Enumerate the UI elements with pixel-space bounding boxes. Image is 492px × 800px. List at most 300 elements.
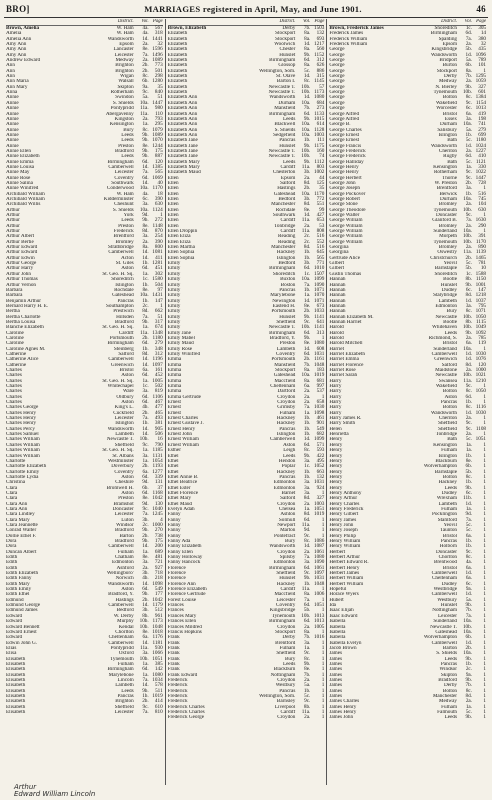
- entry-district: Leicester: [114, 416, 134, 422]
- entry-name: George Halliday: [329, 159, 364, 165]
- entry-page: 131: [154, 479, 163, 486]
- entry-district: Bromley: [115, 239, 134, 245]
- entry-page: 1: [321, 334, 325, 341]
- entry-district: Tynemouth: [110, 656, 134, 662]
- entry-district: W. Ham: [116, 191, 134, 197]
- entry-page: 317: [154, 318, 163, 325]
- entry-name: Duncan Albert: [6, 549, 37, 555]
- entry-district: Mansfield: [274, 106, 296, 112]
- entry-name: Florence: [167, 565, 186, 571]
- entry-name: Georgina: [329, 250, 349, 256]
- entry-volume: 10a.: [139, 185, 149, 192]
- entry-page: 1051: [313, 602, 325, 609]
- entry-name: Arthur: [6, 223, 20, 229]
- entry-district: Maccfield: [274, 378, 296, 384]
- entry-page: 1139: [475, 249, 487, 256]
- entry-name: Harry: [329, 378, 342, 384]
- entry-volume: 8d.: [142, 228, 149, 235]
- entry-district: Lincoln: [117, 677, 134, 683]
- entry-name: Frank: [167, 667, 180, 673]
- entry-name: Ethel Mary: [167, 496, 192, 502]
- entry-page: 1: [483, 618, 487, 625]
- page-title: MARRIAGES registered in April, May, and June 1901.: [144, 4, 362, 14]
- entry-volume: 11a.: [301, 163, 311, 170]
- entry-name: Clara Lindley: [6, 512, 35, 518]
- entry-name: Elisabeth: [6, 656, 26, 662]
- entry-volume: 2a.: [465, 367, 473, 373]
- entry-page: 1080: [313, 340, 325, 347]
- entry-volume: 2b.: [142, 463, 149, 470]
- entry-volume: 8a.: [142, 244, 149, 251]
- entry-district: Christchurch: [430, 255, 458, 261]
- entry-volume: 9b.: [142, 131, 149, 138]
- entry-name: Emily: [167, 277, 181, 283]
- column-header-vol: Vol.: [303, 19, 311, 24]
- entry-page: 1098: [152, 580, 163, 587]
- entry-district: Leicester: [114, 52, 134, 58]
- entry-district: Fulham: [117, 549, 134, 555]
- entry-name: Emily: [167, 325, 181, 331]
- entry-district: Tynemouth: [271, 613, 296, 619]
- entry-volume: 6a.: [465, 575, 473, 582]
- entry-page: 1: [321, 714, 325, 721]
- entry-volume: 11a.: [301, 217, 311, 224]
- entry-district: Walsall: [118, 79, 134, 85]
- entry-volume: 9b.: [303, 313, 311, 320]
- entry-name: Elizabeth: [167, 74, 188, 80]
- entry-district: Barton: [442, 645, 458, 651]
- entry-page: 1: [483, 703, 487, 710]
- entry-volume: 10a.: [301, 121, 311, 128]
- entry-page: 1048: [313, 580, 325, 587]
- entry-page: 1: [321, 516, 325, 523]
- entry-name: Frederick William: [329, 36, 368, 42]
- entry-page: 1092: [475, 329, 487, 336]
- entry-district: Blackwell: [274, 122, 296, 128]
- entry-name: Annie Salina: [6, 180, 33, 186]
- entry-district: Croydon: [277, 549, 296, 555]
- entry-volume: 2b.: [142, 532, 149, 539]
- entry-volume: 3a.: [142, 201, 149, 208]
- entry-district: Brentford: [436, 186, 458, 192]
- entry-name: Archibald William: [6, 197, 45, 202]
- entry-volume: 9d.: [465, 511, 473, 518]
- entry-name: Charles Samuel: [6, 432, 39, 438]
- entry-district: Bromley: [438, 223, 458, 229]
- entry-volume: 1d.: [142, 543, 149, 550]
- entry-page: 1: [483, 532, 487, 539]
- entry-district: Bolton: [442, 95, 458, 101]
- entry-name: George Joseph: [329, 186, 360, 192]
- entry-district: Nottingham: [270, 672, 296, 678]
- entry-district: Bramshot: [113, 501, 134, 507]
- entry-volume: 1d.: [465, 409, 473, 416]
- entry-district: Newcastle T.: [268, 84, 296, 90]
- entry-page: 1080: [313, 554, 325, 561]
- entry-volume: 6d.: [142, 340, 149, 347]
- register-columns: [4, 19, 488, 785]
- entry-district: Swansea: [438, 378, 458, 384]
- entry-page: 1010: [313, 265, 325, 272]
- entry-volume: 8c.: [465, 308, 473, 315]
- entry-volume: 1d.: [465, 570, 473, 577]
- entry-district: Oxford: [118, 651, 134, 657]
- entry-volume: 6d.: [142, 489, 149, 496]
- entry-district: Derby: [282, 26, 296, 31]
- entry-name: Emily: [167, 266, 181, 272]
- entry-page: 1507: [313, 270, 325, 277]
- entry-volume: 2b.: [465, 254, 473, 261]
- entry-district: Croydon: [277, 624, 296, 630]
- entry-volume: 6d.: [142, 265, 149, 272]
- entry-district: Croydon: [277, 400, 296, 406]
- entry-name: Ann Mary: [6, 84, 28, 90]
- entry-district: Aston: [121, 474, 134, 480]
- entry-page: 44: [319, 174, 325, 181]
- entry-name: Horace Wyers: [329, 592, 359, 598]
- entry-page: 1173: [152, 618, 163, 625]
- entry-page: 927: [154, 564, 163, 571]
- entry-volume: 1b.: [303, 580, 311, 587]
- entry-name: James: [329, 667, 343, 673]
- entry-district: Doverbury: [111, 464, 134, 470]
- entry-volume: 1a.: [465, 703, 473, 710]
- entry-volume: 7a.: [304, 596, 311, 603]
- entry-district: Westbridge: [433, 587, 458, 593]
- entry-page: 1000: [475, 367, 487, 373]
- entry-district: Derby: [444, 683, 458, 689]
- entry-volume: 10b.: [301, 147, 311, 154]
- entry-volume: 1d.: [465, 356, 473, 363]
- entry-name: Fanny Ellen: [167, 549, 193, 555]
- entry-district: Mansfield: [274, 362, 296, 368]
- entry-name: Arthur: [6, 229, 20, 235]
- entry-district: Rotherham: [110, 90, 134, 96]
- entry-page: 1: [483, 687, 487, 694]
- entry-volume: 2a.: [465, 147, 473, 154]
- entry-page: 614: [316, 121, 325, 128]
- entry-name: Anna: [6, 90, 18, 96]
- entry-district: Aston: [121, 587, 134, 593]
- entry-page: 682: [316, 431, 325, 438]
- entry-volume: 10a.: [463, 345, 473, 352]
- entry-volume: 8c.: [465, 94, 473, 101]
- entry-district: Newcastle T.: [268, 154, 296, 160]
- entry-name: Brown, Amelia: [6, 26, 40, 31]
- entry-volume: 6d.: [465, 153, 473, 160]
- entry-name: Hopeful: [329, 587, 347, 593]
- entry-volume: 6d.: [303, 350, 311, 357]
- entry-district: Leeds: [444, 715, 458, 721]
- entry-page: 785: [478, 334, 487, 341]
- entry-district: Newcastle: [435, 314, 458, 320]
- entry-volume: 2b.: [142, 596, 149, 603]
- entry-page: 1: [483, 671, 487, 678]
- entry-volume: 1a.: [465, 163, 473, 170]
- entry-volume: 2a.: [465, 415, 473, 422]
- entry-page: 1: [483, 527, 487, 534]
- entry-name: Conrad Walter: [6, 528, 37, 534]
- entry-district: Berwick: [439, 191, 458, 197]
- entry-name: Harold Mitchell: [329, 341, 363, 347]
- entry-volume: 11a.: [301, 709, 311, 715]
- entry-page: 1161: [314, 356, 325, 363]
- entry-page: 1: [321, 703, 325, 710]
- entry-district: Steinberg: [113, 346, 134, 352]
- entry-page: 506: [154, 431, 163, 438]
- entry-name: Elizabeth Ann: [167, 132, 198, 138]
- entry-page: 1: [483, 548, 487, 555]
- entry-district: Spalding: [438, 36, 458, 42]
- entry-volume: 10b.: [462, 313, 473, 320]
- entry-name: Frances Ellen: [167, 619, 197, 625]
- entry-name: Isabella Evelyn: [329, 640, 362, 646]
- entry-volume: 6a.: [142, 367, 149, 373]
- entry-volume: 9c.: [304, 532, 311, 539]
- entry-volume: 10a.: [301, 276, 311, 283]
- entry-page: 14: [480, 30, 487, 37]
- entry-name: Edward Bennett: [6, 624, 40, 630]
- entry-district: Bradford: [438, 677, 458, 683]
- entry-volume: 9b.: [465, 329, 473, 336]
- entry-volume: 1d.: [465, 639, 473, 646]
- entry-name: James: [329, 677, 343, 683]
- entry-volume: 2a.: [465, 244, 473, 251]
- entry-volume: 2b.: [142, 67, 149, 74]
- entry-page: 549: [316, 425, 325, 432]
- entry-page: 1: [483, 607, 487, 614]
- entry-page: 422: [316, 452, 325, 459]
- entry-volume: 7a.: [465, 516, 473, 523]
- entry-district: Murphy: [116, 619, 134, 625]
- entry-district: Leeds: [444, 485, 458, 491]
- entry-volume: 1a.: [304, 409, 311, 416]
- entry-volume: 7a.: [304, 281, 311, 288]
- entry-name: Fanny Hancock: [167, 560, 201, 566]
- entry-volume: 10a.: [139, 206, 149, 213]
- entry-volume: 3a.: [142, 559, 149, 566]
- entry-volume: 9a.: [142, 83, 149, 90]
- entry-district: Prestwich: [113, 309, 134, 315]
- entry-district: Doncaster: [112, 506, 134, 512]
- entry-page: 1465: [475, 254, 487, 261]
- entry-volume: 9b.: [303, 452, 311, 459]
- entry-name: Henry: [329, 485, 343, 491]
- entry-district: S. Shields: [436, 651, 458, 657]
- entry-volume: 1d.: [142, 163, 149, 170]
- entry-volume: 11a.: [140, 329, 149, 336]
- entry-volume: 1b.: [303, 254, 311, 261]
- entry-name: Ethel Maud: [167, 501, 193, 507]
- entry-page: 290: [478, 222, 487, 229]
- entry-district: S. Shields: [274, 127, 296, 133]
- entry-district: Cheltenham: [270, 384, 296, 390]
- entry-name: Annie: [6, 132, 19, 138]
- entry-name: Isaac Elijah: [329, 608, 354, 614]
- entry-name: Herbert Arthur: [329, 555, 361, 561]
- entry-district: Yeovil: [443, 261, 458, 267]
- entry-district: Leicester: [114, 170, 134, 176]
- entry-page: 1: [483, 676, 487, 683]
- entry-district: Islington: [438, 132, 458, 138]
- entry-name: Arthur Edward: [6, 245, 38, 251]
- entry-district: Bath: [447, 159, 458, 165]
- entry-name: Elizabeth: [167, 47, 188, 53]
- entry-district: Thorne: [442, 175, 458, 181]
- entry-district: Stockport: [275, 368, 296, 373]
- entry-name: Helen: [329, 426, 342, 432]
- entry-page: 1121: [475, 158, 487, 165]
- entry-page: 681: [316, 377, 325, 384]
- entry-district: Bury: [123, 127, 134, 133]
- entry-district: Wandsworth: [430, 410, 458, 416]
- entry-volume: 6b.: [465, 463, 473, 470]
- entry-volume: 8c.: [465, 554, 473, 561]
- entry-district: York: [123, 213, 134, 219]
- entry-page: 1210: [475, 377, 487, 384]
- entry-district: Camberwell: [431, 640, 458, 646]
- entry-district: Holborn: [439, 544, 458, 550]
- entry-volume: 8b.: [142, 612, 149, 619]
- entry-page: 1098: [313, 409, 325, 416]
- entry-volume: 7b.: [303, 361, 311, 368]
- entry-volume: 10a.: [301, 126, 311, 133]
- entry-district: Doncaster: [435, 549, 458, 555]
- entry-name: Gustin Thomas: [329, 271, 362, 277]
- entry-page: 693: [316, 35, 325, 42]
- entry-district: Cheltenham: [108, 635, 134, 641]
- entry-district: Strathbridge: [108, 245, 134, 251]
- entry-district: Fulham: [279, 410, 296, 416]
- entry-district: Wandsworth: [107, 581, 134, 587]
- entry-volume: 2a.: [304, 500, 311, 507]
- entry-volume: 9b.: [303, 158, 311, 165]
- entry-name: Bertha Charlotte: [6, 314, 41, 320]
- entry-volume: 2b.: [142, 334, 149, 341]
- entry-page: 175: [154, 538, 163, 544]
- entry-volume: 7a.: [142, 511, 149, 518]
- entry-volume: 10b.: [301, 89, 311, 96]
- entry-page: 1503: [313, 25, 325, 31]
- entry-volume: 5a.: [142, 94, 149, 101]
- entry-page: 1196: [152, 356, 163, 363]
- entry-page: 1: [483, 580, 487, 587]
- entry-district: Salisbury: [437, 127, 458, 133]
- entry-volume: 9c.: [465, 212, 473, 219]
- entry-page: 147: [154, 297, 163, 304]
- entry-volume: 1d.: [142, 249, 149, 256]
- entry-district: Bristol: [119, 368, 134, 373]
- entry-page: 1003: [313, 500, 325, 507]
- entry-name: Edward: [6, 619, 23, 625]
- entry-volume: 5c.: [465, 521, 473, 528]
- entry-page: 435: [478, 46, 487, 53]
- entry-name: George B.: [329, 122, 351, 128]
- entry-district: Hunslet: [279, 52, 296, 58]
- entry-volume: 8e.: [142, 222, 149, 229]
- entry-volume: 1d.: [142, 35, 149, 42]
- entry-page: 1: [321, 527, 325, 534]
- column-header-district: District.: [279, 19, 296, 24]
- entry-volume: 2b.: [465, 179, 473, 186]
- entry-volume: 1d.: [303, 543, 311, 550]
- entry-volume: 6a.: [142, 634, 149, 641]
- entry-district: Coventry: [276, 603, 296, 609]
- entry-page: 1090: [313, 281, 325, 288]
- entry-page: 495: [316, 457, 325, 464]
- entry-name: Ann Maria: [6, 79, 29, 85]
- entry-name: Florence Ann: [167, 581, 196, 587]
- entry-volume: 10b.: [139, 618, 149, 625]
- entry-volume: 7b.: [465, 607, 473, 614]
- entry-district: Fulham: [279, 645, 296, 651]
- entry-page: 516: [316, 233, 325, 240]
- entry-name: George: [329, 90, 345, 96]
- entry-volume: 10b.: [462, 623, 473, 630]
- entry-name: Emma: [167, 373, 182, 379]
- entry-name: Elizabeth Jane: [167, 148, 198, 154]
- entry-volume: 6a.: [465, 340, 473, 347]
- entry-page: 298: [154, 73, 163, 80]
- entry-volume: 2b.: [142, 62, 149, 69]
- entry-page: 1280: [152, 78, 163, 85]
- entry-page: 279: [154, 340, 163, 347]
- entry-district: Maccfield: [274, 592, 296, 598]
- entry-page: 175: [154, 147, 163, 154]
- entry-volume: 7a.: [142, 51, 149, 58]
- entry-name: Annie: [6, 100, 19, 106]
- entry-page: 1181: [152, 639, 163, 646]
- entry-page: 272: [154, 217, 163, 224]
- entry-page: 961: [154, 612, 163, 619]
- entry-page: 593: [316, 447, 325, 454]
- entry-name: Harold: [329, 325, 344, 331]
- entry-volume: 5b.: [465, 46, 473, 53]
- entry-district: Rochdale: [275, 207, 296, 213]
- entry-volume: 1a.: [142, 377, 149, 384]
- entry-name: James: [329, 688, 343, 694]
- entry-page: 1000: [152, 521, 163, 528]
- entry-district: Coventry: [114, 469, 134, 475]
- entry-name: Emma: [167, 389, 182, 395]
- entry-name: Francis Hopkins: [167, 629, 202, 635]
- entry-page: 1: [160, 212, 163, 219]
- entry-volume: 8a.: [304, 62, 311, 69]
- entry-volume: 2b.: [142, 698, 149, 705]
- entry-volume: 1d.: [465, 591, 473, 598]
- entry-name: Charles Percy: [6, 426, 35, 432]
- entry-volume: 9b.: [142, 147, 149, 154]
- entry-page: 653: [316, 217, 325, 224]
- entry-volume: 9b.: [142, 318, 149, 325]
- entry-name: Jacob Brown: [329, 645, 357, 651]
- entry-district: Wandsworth: [269, 95, 296, 101]
- entry-name: Benjamin Arthur: [6, 298, 42, 304]
- entry-district: Edmonton: [273, 485, 296, 491]
- entry-page: 1: [321, 709, 325, 715]
- entry-page: 512: [154, 607, 163, 614]
- entry-page: 1048: [152, 623, 163, 630]
- entry-district: Hackney: [438, 480, 458, 486]
- entry-district: Pancras: [279, 688, 296, 694]
- entry-page: 1081: [152, 249, 163, 256]
- entry-name: Caroline: [6, 330, 24, 336]
- entry-page: 1096: [475, 51, 487, 58]
- entry-page: 1051: [475, 436, 487, 443]
- entry-district: Sheffield: [276, 651, 296, 657]
- entry-name: Herbert: [329, 549, 346, 555]
- page-number: 46: [476, 4, 486, 14]
